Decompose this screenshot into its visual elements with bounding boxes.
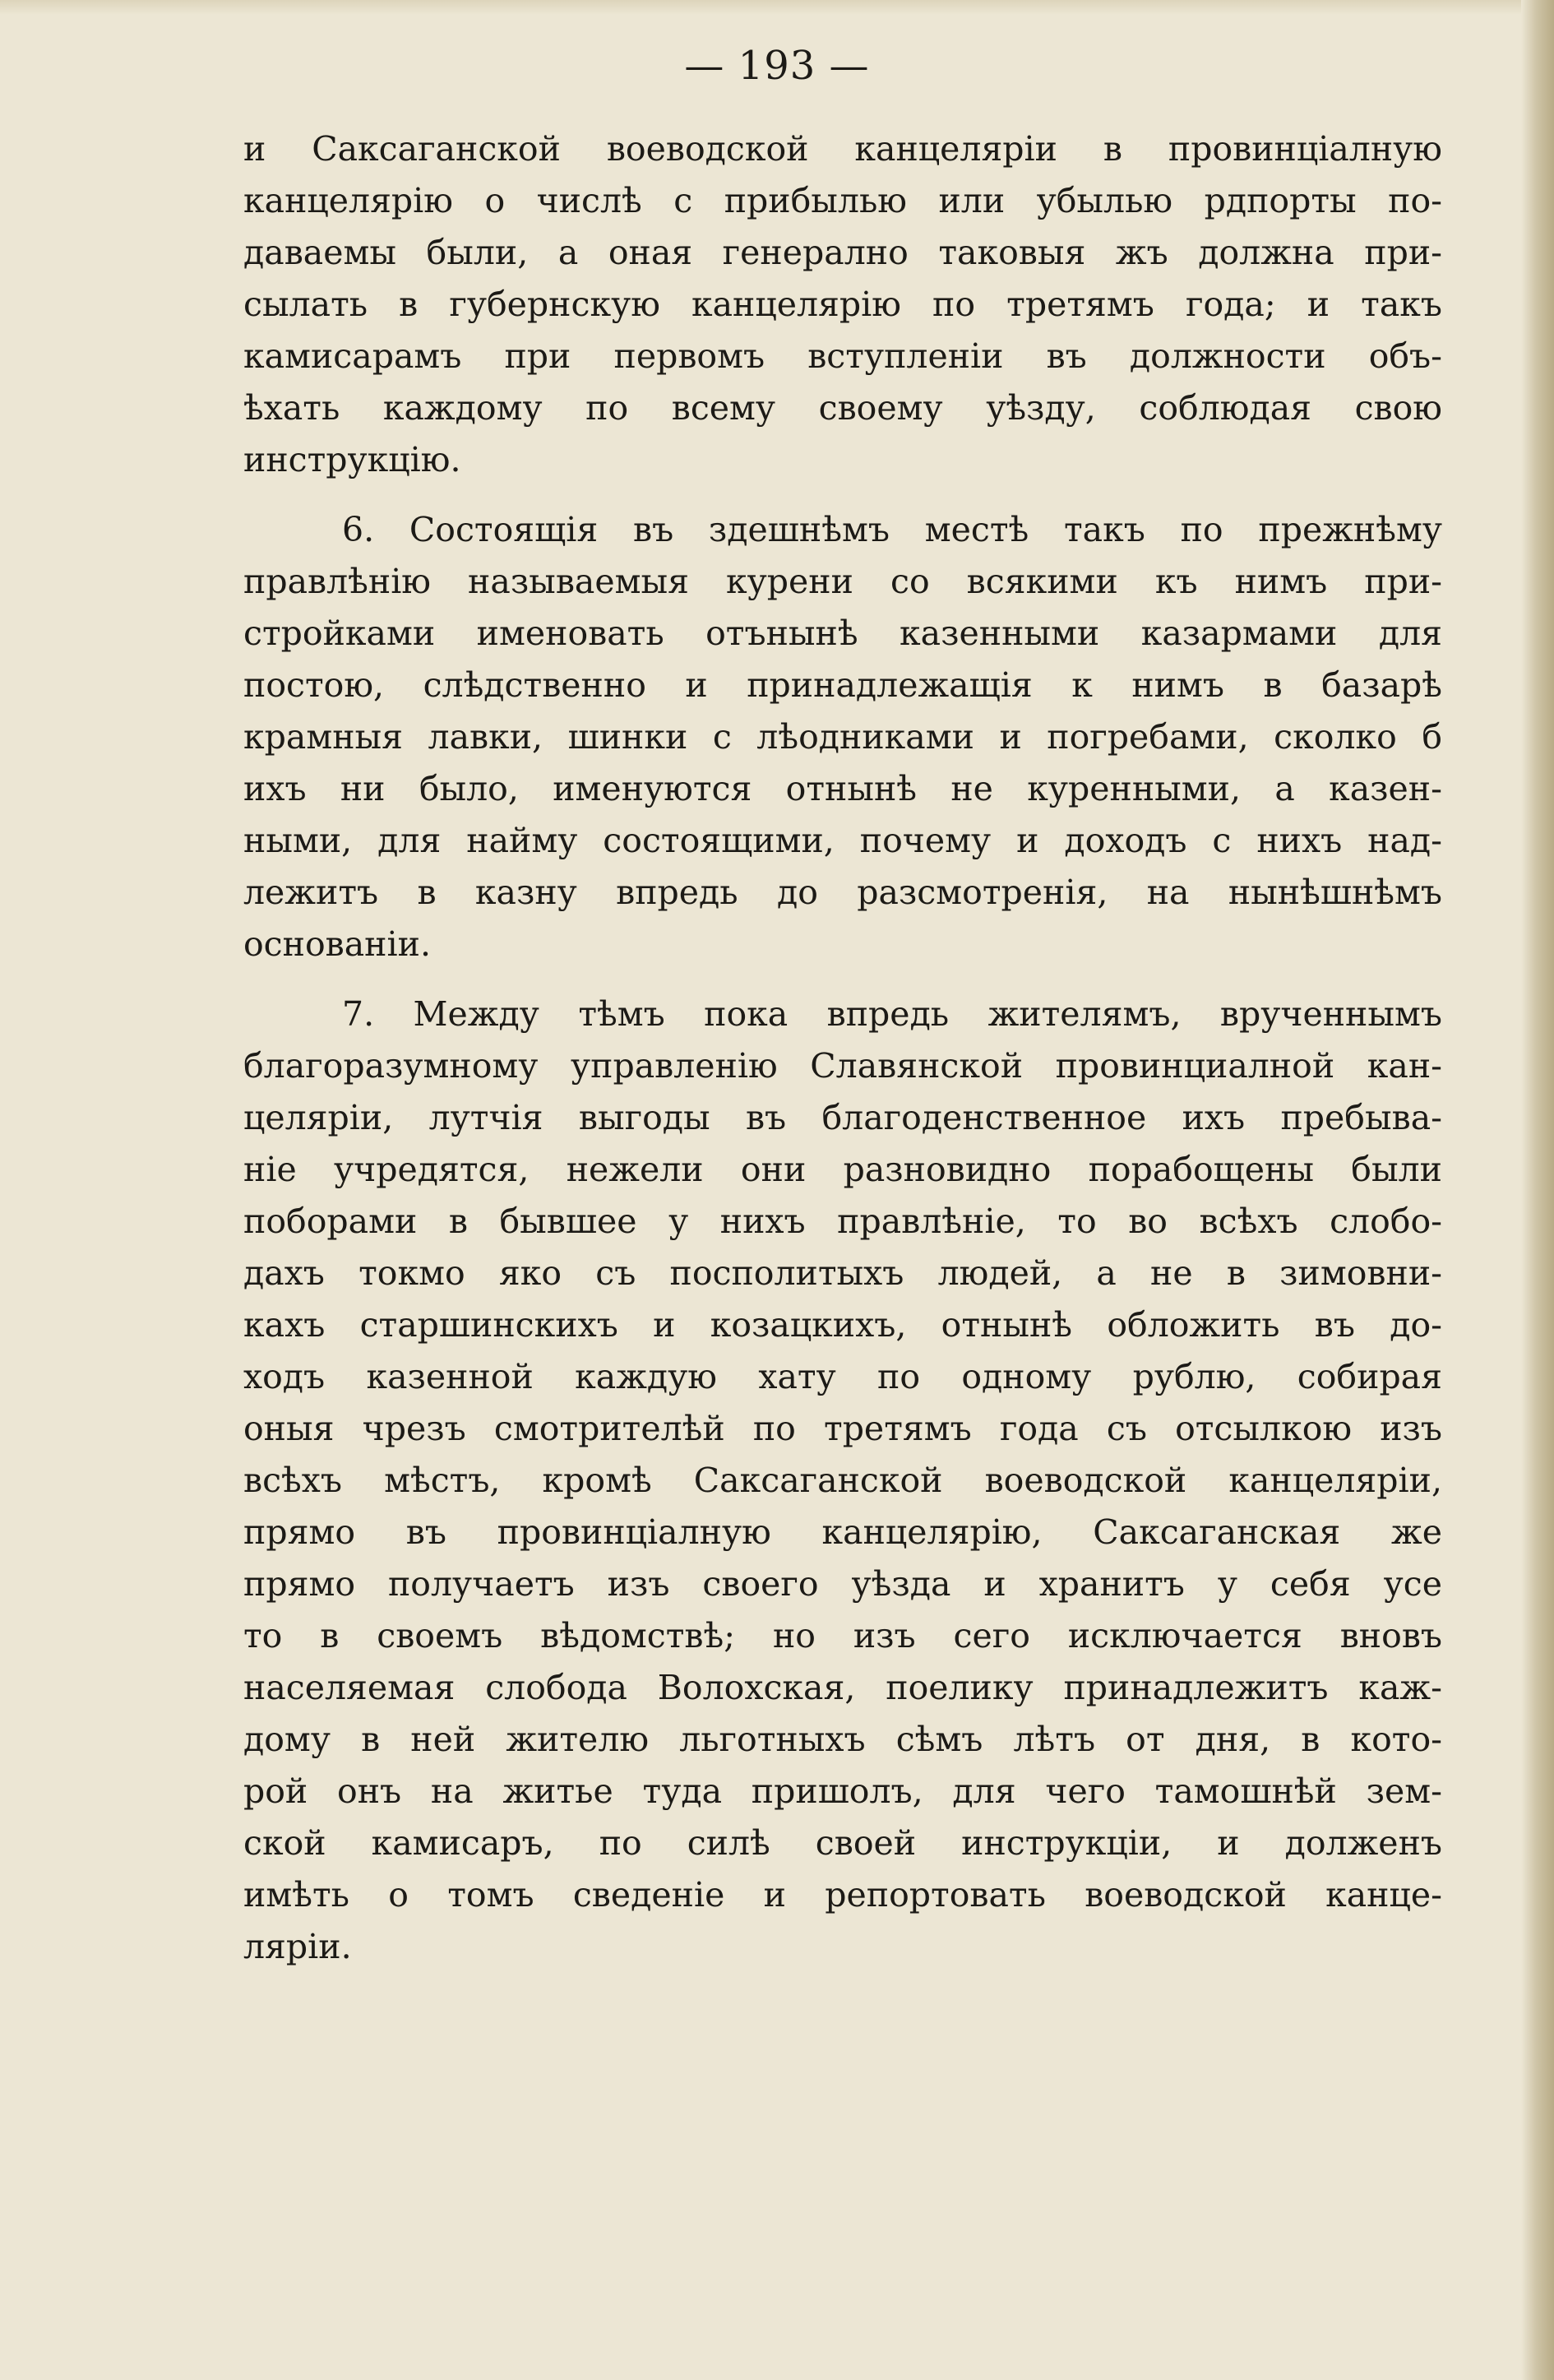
paragraph-spacer [243,970,1442,989]
page-top-shadow [0,0,1554,15]
text-line: 6. Состоящія въ здешнѣмъ местѣ такъ по прежнѣму [342,510,1442,549]
paragraph-spacer [243,486,1442,504]
paragraph-continuation [243,123,1442,486]
text-line: ляріи. [243,1927,352,1966]
text-line: дахъ токмо яко съ посполитыхъ людей, а не в зимовни- [243,1253,1442,1293]
text-line: основаніи. [243,924,431,964]
text-line: 7. Между тѣмъ пока впредь жителямъ, врученнымъ [342,994,1442,1034]
text-line: то в своемъ вѣдомствѣ; но изъ сего исключается вновъ [243,1616,1442,1655]
text-line: имѣть о томъ сведеніе и репортовать воеводской канце- [243,1875,1442,1915]
text-line: инструкцію. [243,440,461,479]
text-line: всѣхъ мѣстъ, кромѣ Саксаганской воеводской канцеляріи, [243,1461,1442,1500]
text-line: ными, для найму состоящими, почему и доходъ с нихъ над- [243,821,1442,860]
text-line: и Саксаганской воеводской канцеляріи в провинціалную [243,129,1442,169]
text-line: ніе учредятся, нежели они разновидно порабощены были [243,1150,1442,1189]
page-number: — 193 — [684,43,870,89]
text-line: рой онъ на житье туда пришолъ, для чего тамошнѣй зем- [243,1771,1442,1811]
paragraph-6 [243,504,1442,970]
text-line: даваемы были, а оная генерално таковыя жъ должна при- [243,233,1442,272]
text-line: кахъ старшинскихъ и козацкихъ, отнынѣ обложить въ до- [243,1305,1442,1345]
body-text [243,123,1442,1973]
text-line: оныя чрезъ смотрителѣй по третямъ года съ отсылкою изъ [243,1409,1442,1448]
text-line: ской камисаръ, по силѣ своей инструкціи, и долженъ [243,1823,1442,1863]
text-line: стройками именовать отънынѣ казенными казармами для [243,614,1442,653]
text-line: благоразумному управленію Славянской провинциалной кан- [243,1046,1442,1086]
text-line: канцелярію о числѣ с прибылью или убылью рдпорты по- [243,181,1442,220]
text-line: сылать в губернскую канцелярію по третямъ года; и такъ [243,285,1442,324]
text-line: дому в ней жителю льготныхъ сѣмъ лѣтъ от дня, в кото- [243,1720,1442,1759]
text-line: поборами в бывшее у нихъ правлѣніе, то во всѣхъ слобо- [243,1202,1442,1241]
text-line: населяемая слобода Волохская, поелику принадлежитъ каж- [243,1668,1442,1707]
text-line: ихъ ни было, именуются отнынѣ не куренными, а казен- [243,769,1442,808]
text-line: лежитъ в казну впредь до разсмотренія, на нынѣшнѣмъ [243,873,1442,912]
text-line: целяріи, лутчія выгоды въ благоденственное ихъ пребыва- [243,1098,1442,1137]
paragraph-7 [243,989,1442,1973]
page-binding-edge [1521,0,1554,2380]
text-line: прямо въ провинціалную канцелярію, Саксаганская же [243,1512,1442,1552]
text-line: ходъ казенной каждую хату по одному рублю, собирая [243,1357,1442,1396]
text-line: ѣхать каждому по всему своему уѣзду, соблюдая свою [243,388,1442,428]
text-line: камисарамъ при первомъ вступленіи въ должности объ- [243,336,1442,376]
text-line: правлѣнію называемыя курени со всякими къ нимъ при- [243,562,1442,601]
text-line: постою, слѣдственно и принадлежащія к нимъ в базарѣ [243,665,1442,705]
text-line: прямо получаетъ изъ своего уѣзда и хранитъ у себя усе [243,1564,1442,1604]
text-line: крамныя лавки, шинки с лѣодниками и погребами, сколко б [243,717,1442,757]
